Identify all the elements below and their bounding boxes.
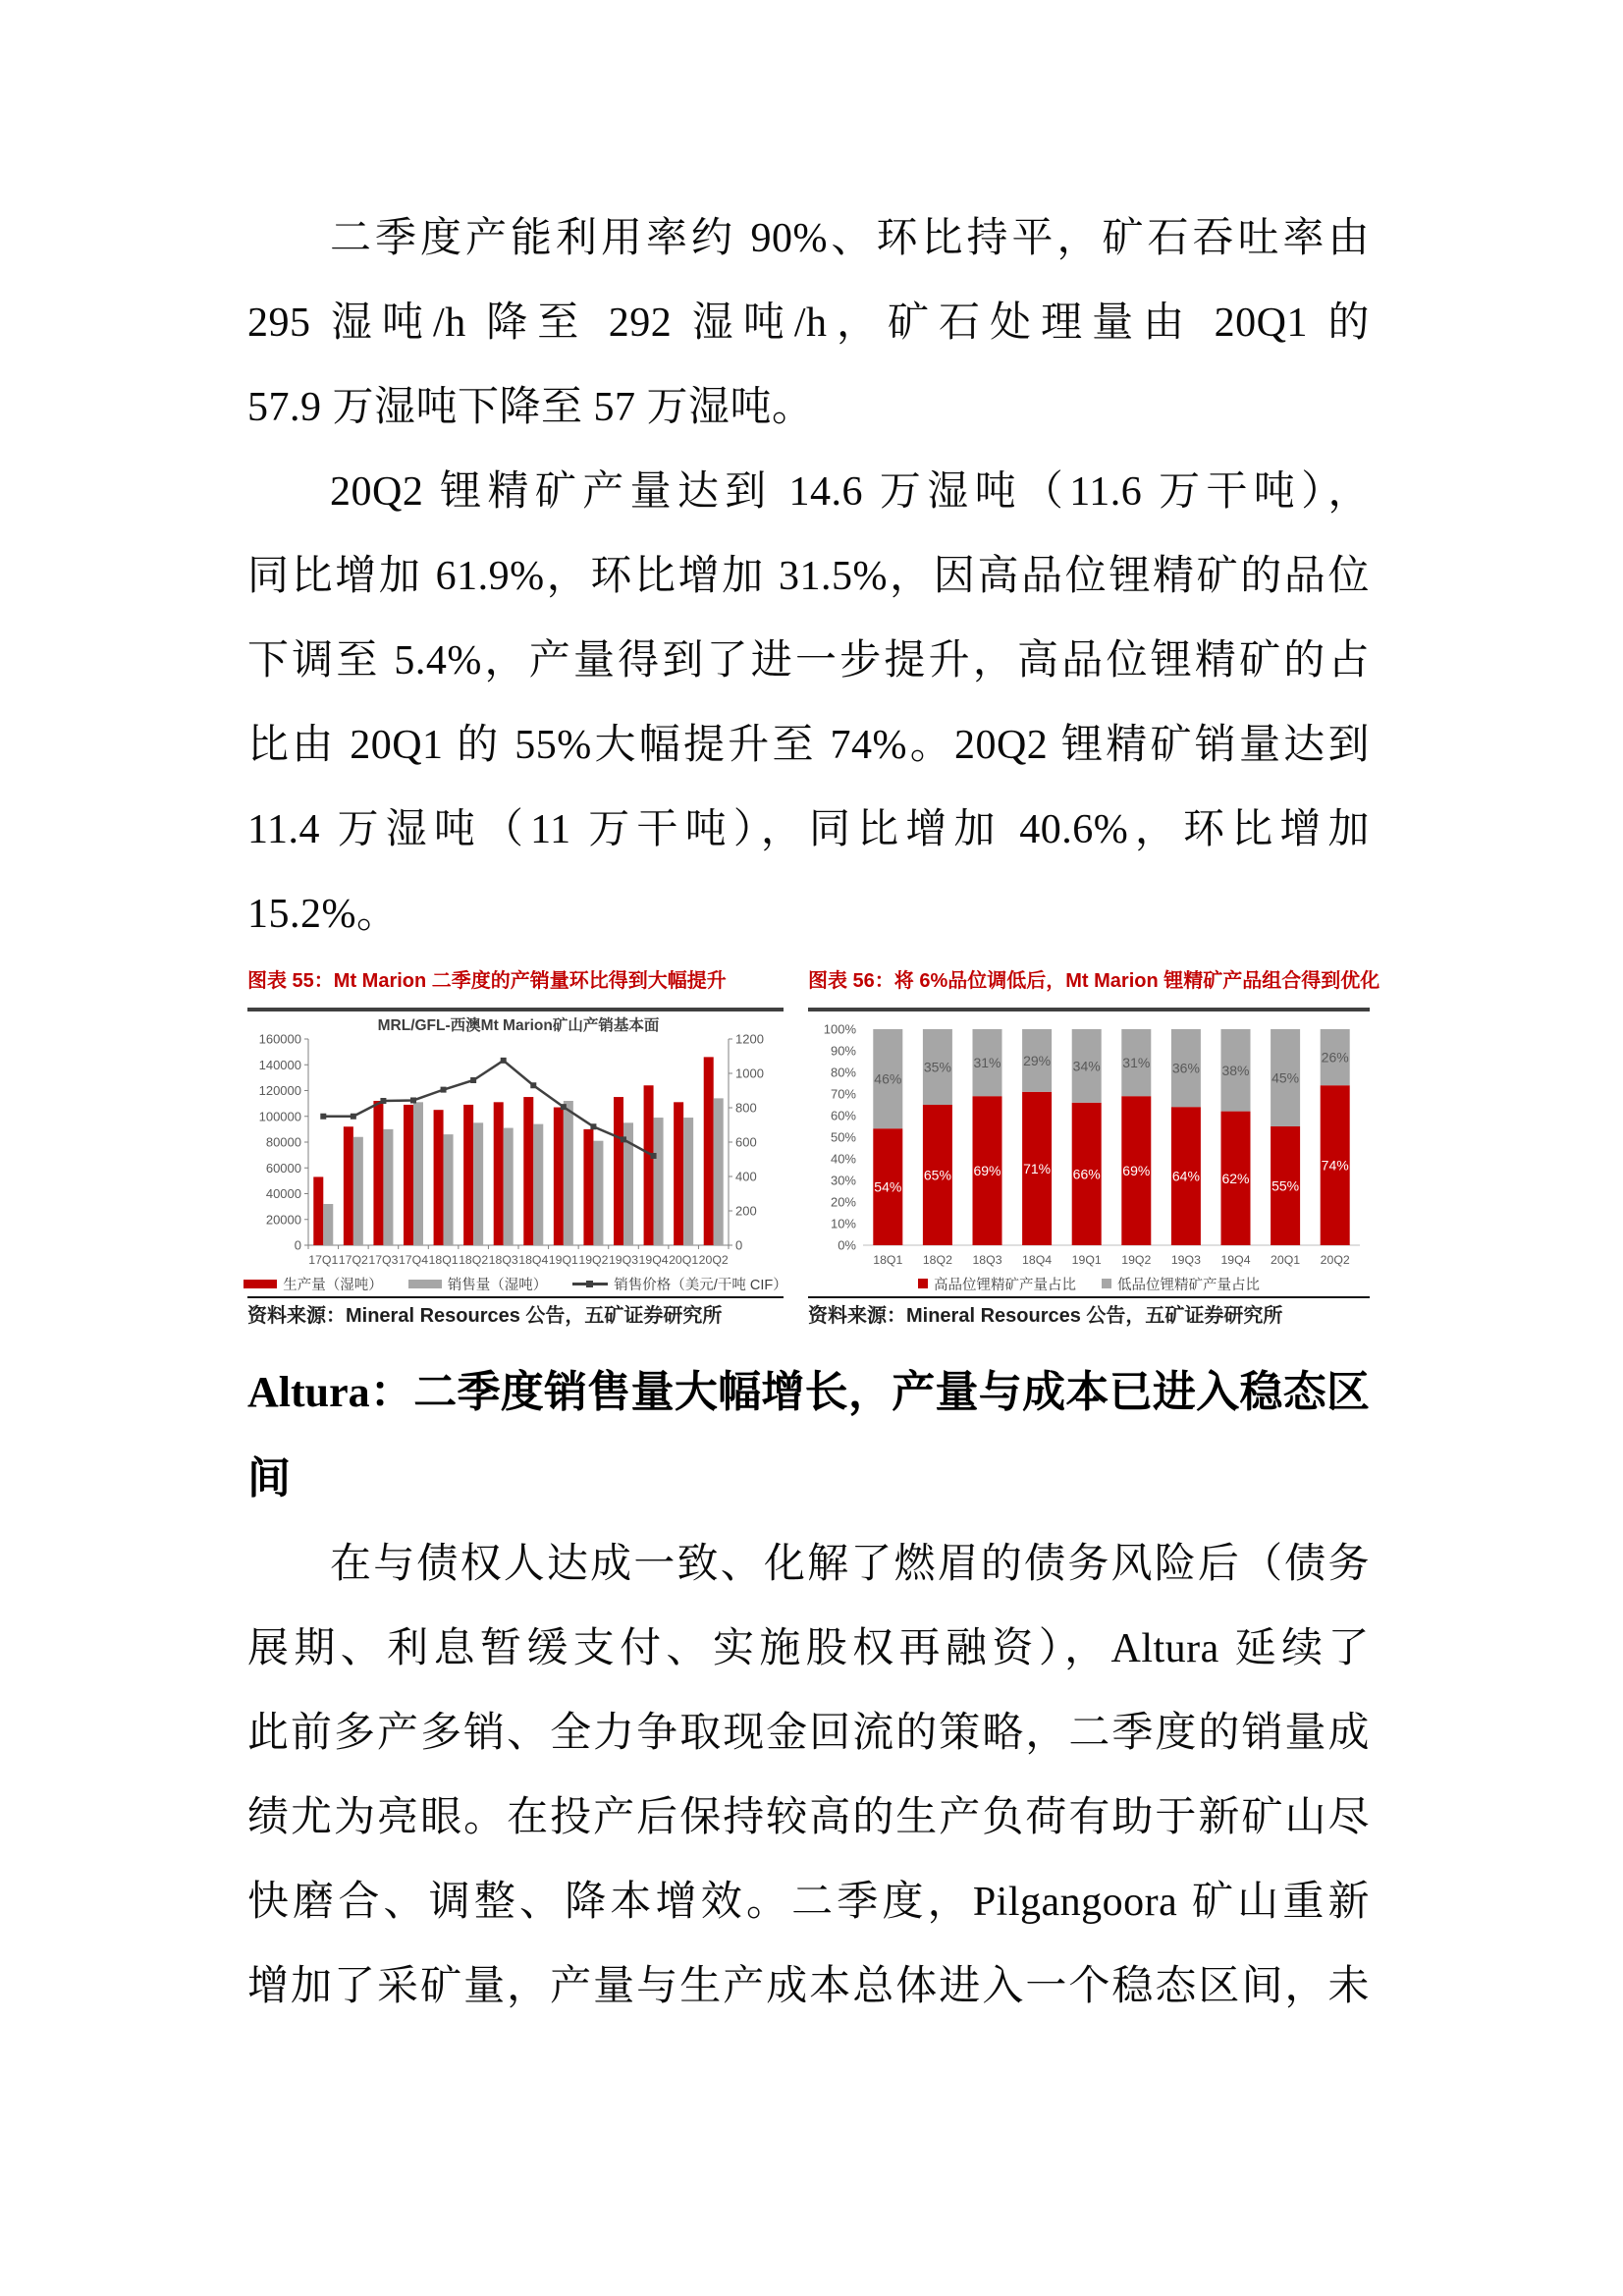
heading-line: 间 xyxy=(247,1454,291,1503)
section-heading-altura xyxy=(247,1349,1370,1522)
grade-mix-chart xyxy=(808,1015,1370,1273)
svg-text:17Q3: 17Q3 xyxy=(368,1253,399,1267)
text-line: 20Q2 锂精矿产量达到 14.6 万湿吨（11.6 万干吨）， xyxy=(330,469,1370,515)
svg-text:40%: 40% xyxy=(830,1151,856,1167)
divider xyxy=(808,1296,1370,1298)
figure-55 xyxy=(247,968,787,1330)
svg-text:19Q4: 19Q4 xyxy=(638,1253,669,1267)
text-line: 11.4 万湿吨（11 万干吨），同比增加 40.6%，环比增加 xyxy=(247,807,1370,852)
svg-text:60%: 60% xyxy=(830,1108,856,1123)
svg-text:19Q2: 19Q2 xyxy=(1121,1253,1152,1267)
text-line: 57.9 万湿吨下降至 57 万湿吨。 xyxy=(247,385,814,430)
bar-line-chart-canvas xyxy=(247,1015,784,1273)
svg-text:20%: 20% xyxy=(830,1194,856,1210)
svg-text:18Q2: 18Q2 xyxy=(922,1253,952,1267)
svg-text:18Q4: 18Q4 xyxy=(518,1253,549,1267)
svg-text:10%: 10% xyxy=(830,1216,856,1231)
svg-text:19Q1: 19Q1 xyxy=(1071,1253,1102,1267)
figure-55-caption: 图表 55：Mt Marion 二季度的产销量环比得到大幅提升 xyxy=(247,970,727,992)
svg-text:18Q1: 18Q1 xyxy=(873,1253,903,1267)
legend-label: 低品位锂精矿产量占比 xyxy=(1117,1277,1260,1293)
legend-item-sales xyxy=(408,1274,548,1294)
svg-text:36%: 36% xyxy=(1171,1060,1200,1076)
svg-text:64%: 64% xyxy=(1171,1168,1200,1184)
svg-text:71%: 71% xyxy=(1023,1160,1052,1176)
svg-text:100%: 100% xyxy=(823,1021,856,1037)
svg-text:20Q1: 20Q1 xyxy=(669,1253,699,1267)
svg-text:19Q3: 19Q3 xyxy=(1170,1253,1201,1267)
svg-text:19Q3: 19Q3 xyxy=(608,1253,639,1267)
svg-text:0: 0 xyxy=(735,1237,743,1253)
svg-text:35%: 35% xyxy=(923,1059,951,1075)
svg-text:31%: 31% xyxy=(973,1055,1001,1071)
svg-text:800: 800 xyxy=(735,1100,757,1116)
figure-56-caption: 图表 56：将 6%品位调低后，Mt Marion 锂精矿产品组合得到优化 xyxy=(808,970,1380,992)
heading-line: Altura：二季度销售量大幅增长，产量与成本已进入稳态区 xyxy=(247,1368,1370,1416)
legend-label: 生产量（湿吨） xyxy=(283,1277,383,1293)
svg-text:18Q4: 18Q4 xyxy=(1022,1253,1053,1267)
svg-text:40000: 40000 xyxy=(265,1186,301,1201)
text-line: 15.2%。 xyxy=(247,892,399,937)
figure-55-source: 资料来源：Mineral Resources 公告，五矿证券研究所 xyxy=(247,1305,723,1327)
svg-text:20Q1: 20Q1 xyxy=(1271,1253,1301,1267)
figure-56-legend xyxy=(808,1273,1370,1294)
svg-text:17Q4: 17Q4 xyxy=(398,1253,429,1267)
red-square-swatch-icon xyxy=(918,1279,928,1288)
svg-text:17Q1: 17Q1 xyxy=(308,1253,339,1267)
svg-text:18Q2: 18Q2 xyxy=(459,1253,489,1267)
figures-row xyxy=(247,968,1380,1330)
figure-56 xyxy=(808,968,1380,1330)
svg-text:54%: 54% xyxy=(874,1178,902,1195)
divider xyxy=(808,1008,1370,1011)
svg-text:60000: 60000 xyxy=(265,1160,301,1175)
stacked-bar-chart-canvas xyxy=(808,1015,1370,1273)
svg-text:50%: 50% xyxy=(830,1129,856,1145)
svg-text:62%: 62% xyxy=(1221,1170,1250,1186)
svg-text:74%: 74% xyxy=(1321,1157,1349,1174)
figure-56-source: 资料来源：Mineral Resources 公告，五矿证券研究所 xyxy=(808,1305,1283,1327)
text-line: 比由 20Q1 的 55%大幅提升至 74%。20Q2 锂精矿销量达到 xyxy=(247,723,1370,768)
svg-text:55%: 55% xyxy=(1271,1177,1300,1194)
svg-text:66%: 66% xyxy=(1072,1166,1101,1182)
svg-text:34%: 34% xyxy=(1072,1058,1101,1074)
text-line: 绩尤为亮眼。在投产后保持较高的生产负荷有助于新矿山尽 xyxy=(247,1795,1370,1840)
gray-bar-swatch-icon xyxy=(408,1280,442,1288)
svg-text:MRL/GFL-西澳Mt Marion矿山产销基本面: MRL/GFL-西澳Mt Marion矿山产销基本面 xyxy=(377,1017,660,1034)
text-line: 在与债权人达成一致、化解了燃眉的债务风险后（债务 xyxy=(330,1542,1370,1587)
svg-text:400: 400 xyxy=(735,1169,757,1184)
text-line: 快磨合、调整、降本增效。二季度，Pilgangoora 矿山重新 xyxy=(247,1880,1370,1925)
paragraph-20q2-output xyxy=(247,450,1370,957)
svg-text:65%: 65% xyxy=(923,1167,951,1183)
red-bar-swatch-icon xyxy=(243,1280,277,1288)
gray-square-swatch-icon xyxy=(1102,1279,1111,1288)
legend-item-price xyxy=(572,1274,786,1294)
svg-text:18Q1: 18Q1 xyxy=(428,1253,459,1267)
svg-text:19Q1: 19Q1 xyxy=(548,1253,578,1267)
paragraph-capacity-utilization xyxy=(247,196,1370,450)
production-sales-chart xyxy=(247,1015,784,1273)
svg-text:200: 200 xyxy=(735,1203,757,1219)
text-line: 下调至 5.4%，产量得到了进一步提升，高品位锂精矿的占 xyxy=(247,638,1370,683)
svg-text:26%: 26% xyxy=(1321,1049,1349,1066)
svg-text:20Q2: 20Q2 xyxy=(1320,1253,1350,1267)
legend-label: 高品位锂精矿产量占比 xyxy=(934,1277,1076,1293)
legend-label: 销售量（湿吨） xyxy=(447,1277,548,1293)
svg-text:1000: 1000 xyxy=(735,1066,764,1081)
svg-text:0%: 0% xyxy=(838,1237,856,1253)
svg-text:45%: 45% xyxy=(1271,1069,1300,1086)
svg-text:120000: 120000 xyxy=(258,1083,301,1098)
figure-55-legend xyxy=(247,1273,787,1294)
svg-text:29%: 29% xyxy=(1023,1052,1052,1068)
svg-text:19Q2: 19Q2 xyxy=(578,1253,609,1267)
text-line: 二季度产能利用率约 90%、环比持平，矿石吞吐率由 xyxy=(330,216,1370,261)
divider xyxy=(247,1296,784,1298)
svg-text:69%: 69% xyxy=(1122,1163,1151,1179)
svg-text:18Q3: 18Q3 xyxy=(972,1253,1002,1267)
svg-text:20000: 20000 xyxy=(265,1212,301,1228)
svg-text:38%: 38% xyxy=(1221,1062,1250,1078)
svg-text:19Q4: 19Q4 xyxy=(1220,1253,1251,1267)
line-marker-swatch-icon xyxy=(572,1279,608,1288)
text-line: 展期、利息暂缓支付、实施股权再融资），Altura 延续了 xyxy=(247,1626,1370,1671)
svg-text:69%: 69% xyxy=(973,1163,1001,1179)
svg-text:70%: 70% xyxy=(830,1086,856,1102)
svg-text:17Q2: 17Q2 xyxy=(338,1253,368,1267)
text-line: 295 湿吨/h 降至 292 湿吨/h，矿石处理量由 20Q1 的 xyxy=(247,301,1370,346)
svg-text:80000: 80000 xyxy=(265,1134,301,1150)
paragraph-altura-detail xyxy=(247,1522,1370,2029)
legend-label: 销售价格（美元/干吨 CIF） xyxy=(614,1277,787,1293)
legend-item-high-grade xyxy=(918,1274,1076,1294)
legend-item-low-grade xyxy=(1102,1274,1260,1294)
svg-text:600: 600 xyxy=(735,1134,757,1150)
svg-text:18Q3: 18Q3 xyxy=(488,1253,518,1267)
svg-text:0: 0 xyxy=(294,1237,301,1253)
svg-text:30%: 30% xyxy=(830,1173,856,1188)
svg-text:1200: 1200 xyxy=(735,1031,764,1047)
svg-text:140000: 140000 xyxy=(258,1057,301,1072)
legend-item-production xyxy=(243,1274,383,1294)
svg-text:90%: 90% xyxy=(830,1043,856,1059)
svg-text:31%: 31% xyxy=(1122,1055,1151,1071)
text-line: 同比增加 61.9%，环比增加 31.5%，因高品位锂精矿的品位 xyxy=(247,554,1370,599)
svg-text:46%: 46% xyxy=(874,1070,902,1087)
svg-text:100000: 100000 xyxy=(258,1109,301,1124)
divider xyxy=(247,1008,784,1011)
svg-text:20Q2: 20Q2 xyxy=(698,1253,729,1267)
svg-text:160000: 160000 xyxy=(258,1031,301,1047)
text-line: 此前多产多销、全力争取现金回流的策略，二季度的销量成 xyxy=(247,1711,1370,1756)
svg-text:80%: 80% xyxy=(830,1065,856,1080)
text-line: 增加了采矿量，产量与生产成本总体进入一个稳态区间，未 xyxy=(247,1964,1370,2009)
